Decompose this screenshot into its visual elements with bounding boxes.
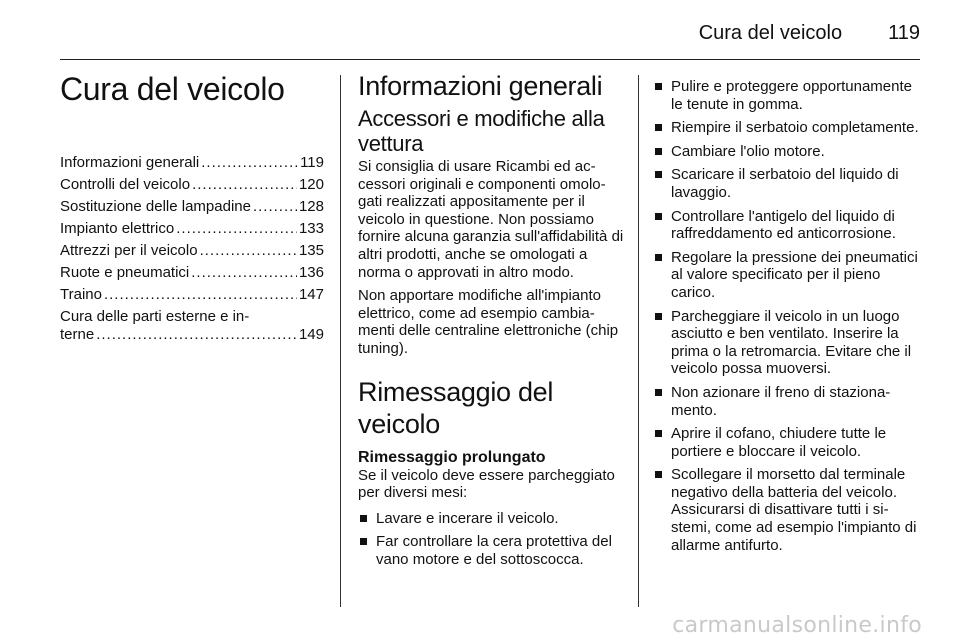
list-item: Parcheggiare il veicolo in un luogo asciutto e ben ventilato. Inserire la prima o la retromarcia. Evitare che il veicolo possa muoversi.	[653, 308, 923, 378]
header-page-number: 119	[888, 21, 920, 44]
list-item: Controllare l'antigelo del liquido di raffreddamento ed anticorrosione.	[653, 208, 923, 243]
list-item: Cambiare l'olio motore.	[653, 143, 923, 161]
toc-entry-title: Attrezzi per il veicolo	[60, 242, 198, 259]
list-item: Far controllare la cera protettiva del vano motore e del sottoscocca.	[358, 533, 624, 568]
header-rule	[60, 59, 920, 60]
storage-bullets-col2	[358, 510, 624, 569]
toc-entry-title-line1: Cura delle parti esterne e in-	[60, 308, 250, 325]
watermark: carmanualsonline.info	[672, 613, 922, 638]
toc-entry[interactable]	[60, 264, 324, 282]
toc-entry[interactable]	[60, 286, 324, 304]
list-item: Riempire il serbatoio completamente.	[653, 119, 923, 137]
general-info-column	[358, 70, 624, 575]
toc-leader	[96, 326, 297, 344]
toc-entry[interactable]	[60, 154, 324, 172]
paragraph-accessories: Si consiglia di usare Ricambi ed accessori originali e componenti omologati realizzati appositamente per il veicolo in questione. Non possiamo fornire alcuna garanzia sull'affidabilità di altri prodotti, anche se omologati a norma o approvati in altro modo.	[358, 158, 624, 281]
toc-entry[interactable]	[60, 198, 324, 216]
toc-entry-title: Informazioni generali	[60, 154, 200, 171]
toc-entry[interactable]	[60, 242, 324, 260]
toc-entry-title: Ruote e pneumatici	[60, 264, 190, 281]
toc-entry-title: Controlli del veicolo	[60, 176, 191, 193]
list-item: Non azionare il freno di stazionamento.	[653, 384, 923, 419]
list-item: Pulire e proteggere opportunamente le tenute in gomma.	[653, 78, 923, 113]
column-divider-1	[340, 75, 341, 607]
list-item: Aprire il cofano, chiudere tutte le portiere e bloccare il veicolo.	[653, 425, 923, 460]
toc-entry[interactable]	[60, 220, 324, 238]
paragraph-storage-intro: Se il veicolo deve essere parcheggiato per diversi mesi:	[358, 466, 615, 502]
toc-entry[interactable]	[60, 176, 324, 194]
subheading-long-storage: Rimessaggio prolungato	[358, 448, 546, 466]
header-section-title: Cura del veicolo	[698, 21, 843, 44]
toc-entry[interactable]	[60, 308, 324, 344]
page-header	[60, 14, 920, 52]
list-item: Lavare e incerare il veicolo.	[358, 510, 624, 528]
paragraph-electrical-mods: Non apportare modifiche all'impianto elettrico, come ad esempio cambiamenti delle centraline elettroniche (chip tuning).	[358, 287, 619, 357]
toc-entry-page: 136	[298, 264, 324, 281]
section-heading-general-info: Informazioni generali	[358, 71, 603, 101]
toc-entry-page: 149	[298, 326, 324, 343]
toc-column	[60, 70, 324, 348]
subheading-accessories: Accessori e modifiche alla vettura	[358, 106, 605, 156]
list-item: Scollegare il morsetto dal terminale negativo della batteria del veicolo. Assicurarsi di disattivare tutti i sistemi, come ad esempio l'impianto di allarme antifurto.	[653, 466, 923, 554]
toc-entry-title: Traino	[60, 286, 102, 303]
toc-leader	[176, 220, 297, 238]
list-item: Regolare la pressione dei pneumatici al valore specificato per il pieno carico.	[653, 249, 923, 302]
toc-entry-page: 119	[300, 154, 324, 171]
toc-entry-title: Sostituzione delle lampadine	[60, 198, 251, 215]
column-divider-2	[638, 75, 639, 607]
table-of-contents	[60, 154, 324, 344]
toc-leader	[191, 264, 297, 282]
list-item: Scaricare il serbatoio del liquido di lavaggio.	[653, 166, 923, 201]
toc-entry-page: 128	[298, 198, 324, 215]
toc-entry-title-line2: terne	[60, 326, 95, 343]
toc-leader	[253, 198, 297, 216]
toc-leader	[192, 176, 297, 194]
section-heading-storage: Rimessaggio del veicolo	[358, 376, 554, 439]
toc-leader	[200, 242, 297, 260]
toc-leader	[201, 154, 298, 172]
storage-steps-column	[653, 78, 923, 560]
toc-entry-page: 120	[298, 176, 324, 193]
storage-bullets-col3	[653, 78, 923, 554]
toc-leader	[104, 286, 297, 304]
toc-entry-page: 133	[298, 220, 324, 237]
toc-entry-title: Impianto elettrico	[60, 220, 175, 237]
toc-entry-page: 147	[298, 286, 324, 303]
toc-entry-page: 135	[298, 242, 324, 259]
chapter-title: Cura del veicolo	[60, 71, 285, 107]
